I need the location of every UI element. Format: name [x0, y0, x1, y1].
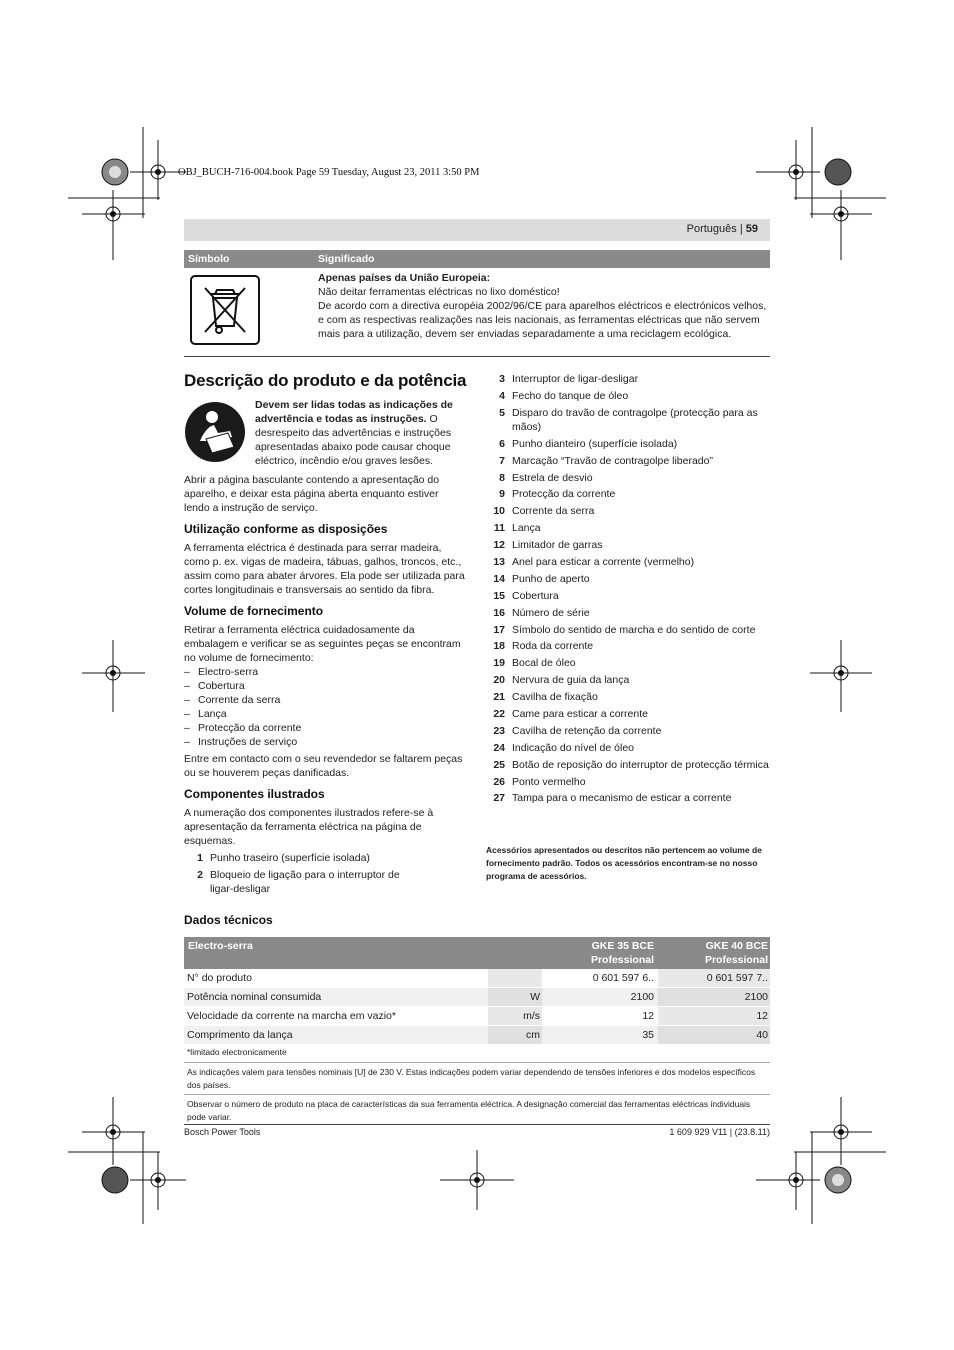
list-item: 7 Marcação “Travão de contragolpe liberado”	[499, 454, 713, 467]
warning-text	[255, 398, 467, 468]
componentes-text: A numeração dos componentes ilustrados refere-se à apresentação da ferramenta eléctrica na página de esquemas.	[184, 807, 434, 847]
componentes-title: Componentes ilustrados	[184, 787, 325, 801]
list-item: 8 Estrela de desvio	[499, 471, 593, 484]
list-item: 26 Ponto vermelho	[493, 775, 586, 788]
left-column	[184, 473, 467, 896]
wheelie-bin-crossed-icon	[189, 274, 261, 346]
symbol-line2: De acordo com a directiva européia 2002/96/CE para aparelhos eléctricos e electrónicos velhos, e com as respectivas realizações nas leis nacionais, as ferramentas eléctricas que não servem mais para a utilização, devem ser enviadas separadamente a uma reciclagem ecológica.	[318, 300, 767, 340]
tech-data-table	[184, 937, 770, 1126]
list-item: 13 Anel para esticar a corrente (vermelho)	[493, 556, 695, 569]
list-item	[486, 825, 770, 842]
read-manual-icon	[184, 401, 246, 463]
header-separator: |	[736, 223, 746, 235]
list-item: 11 Lança	[493, 522, 541, 535]
utilizacao-text: A ferramenta eléctrica é destinada para serrar madeira, como p. ex. vigas de madeira, tábuas, galhos, troncos, etc., assim como para abater árvores. Ela pode ser utilizada para cortes longitudinais e transversais ao sentido da fibra.	[184, 542, 465, 596]
symbol-meaning	[318, 271, 770, 341]
page-header	[184, 219, 770, 241]
list-item	[486, 808, 770, 825]
list-item: 24 Indicação do nível de óleo	[493, 741, 635, 754]
list-item: 22 Came para esticar a corrente	[493, 708, 648, 721]
page-number: 59	[745, 223, 758, 235]
list-item: 1 Punho traseiro (superfície isolada)	[197, 852, 370, 864]
list-item: 2 Bloqueio de ligação para o interruptor de ligar-desligar	[197, 868, 400, 895]
list-item: 23 Cavilha de retenção da corrente	[493, 724, 662, 737]
table-row: Potência nominal consumida W 2100 2100	[184, 988, 770, 1007]
list-item: 3 Interruptor de ligar-desligar	[499, 373, 639, 385]
note-1: As indicações valem para tensões nominais [U] de 230 V. Estas indicações podem variar dependendo de tensões inferiores e dos modelos específicos dos países.	[184, 1063, 770, 1095]
table-header	[184, 937, 770, 969]
intro-text: Abrir a página basculante contendo a apresentação do aparelho, e deixar esta página aberta enquanto estiver lendo a instrução de serviço.	[184, 474, 440, 514]
list-item: 17 Símbolo do sentido de marcha e do sentido de corte	[493, 623, 756, 636]
model-1-header: GKE 35 BCE Professional	[590, 940, 654, 966]
col-meaning: Significado	[318, 253, 375, 265]
list-item: 4 Fecho do tanque de óleo	[499, 389, 629, 402]
table-header-label: Electro-serra	[188, 940, 253, 952]
volume-after: Entre em contacto com o seu revendedor se faltarem peças ou se houverem peças danificadas.	[184, 753, 463, 779]
note-2: Observar o número de produto na placa de características da sua ferramenta eléctrica. A designação comercial das ferramentas eléctricas individuais pode variar.	[187, 1099, 751, 1122]
footer-left: Bosch Power Tools	[184, 1127, 261, 1137]
list-item: 9 Protecção da corrente	[499, 488, 616, 501]
list-item: 19 Bocal de óleo	[493, 657, 576, 670]
list-item: 25 Botão de reposição do interruptor de protecção térmica	[493, 758, 769, 771]
accessories-note: Acessórios apresentados ou descritos não pertencem ao volume de fornecimento padrão. Todos os acessórios encontram-se no nosso programa de acessórios.	[486, 845, 762, 882]
header-language: Português	[686, 223, 737, 235]
list-item: – Instruções de serviço	[184, 736, 298, 748]
list-item: – Electro-serra	[184, 666, 259, 678]
model-2-header: GKE 40 BCE Professional	[704, 940, 768, 966]
table-row: Velocidade da corrente na marcha em vazio* m/s 12 12	[184, 1007, 770, 1026]
footnote: *limitado electronicamente	[184, 1045, 770, 1063]
list-item: 15 Cobertura	[493, 589, 559, 602]
utilizacao-title: Utilização conforme as disposições	[184, 522, 388, 536]
volume-list	[184, 665, 467, 749]
list-item: 5 Disparo do travão de contragolpe (protecção para as mãos)	[499, 406, 758, 433]
component-list-right	[486, 372, 770, 883]
warning-bold: Devem ser lidas todas as indicações de advertência e todas as instruções.	[255, 399, 453, 425]
list-item: 6 Punho dianteiro (superfície isolada)	[499, 437, 678, 450]
dados-title: Dados técnicos	[184, 913, 273, 927]
list-item: 20 Nervura de guia da lança	[493, 674, 630, 687]
section-title: Descrição do produto e da potência	[184, 371, 467, 390]
warning-body: O desrespeito das advertências e instruções apresentadas abaixo pode causar choque eléctrico, incêndio e/ou graves lesões.	[255, 413, 452, 467]
list-item: 27 Tampa para o mecanismo de esticar a corrente	[493, 792, 732, 805]
col-symbol: Símbolo	[188, 253, 230, 265]
symbol-line1: Não deitar ferramentas eléctricas no lixo doméstico!	[318, 286, 560, 298]
list-item: 10 Corrente da serra	[493, 505, 595, 518]
volume-text: Retirar a ferramenta eléctrica cuidadosamente da embalagem e verificar se as seguintes peças se encontram no volume de fornecimento:	[184, 624, 461, 664]
volume-title: Volume de fornecimento	[184, 604, 324, 618]
divider	[184, 356, 770, 357]
list-item: 21 Cavilha de fixação	[493, 691, 598, 704]
list-item: – Lança	[184, 708, 227, 720]
list-item: 14 Punho de aperto	[493, 572, 590, 585]
table-row: N° do produto 0 601 597 6.. 0 601 597 7..	[184, 969, 770, 988]
print-header: OBJ_BUCH-716-004.book Page 59 Tuesday, August 23, 2011 3:50 PM	[178, 167, 480, 178]
footer-rule	[184, 1124, 770, 1125]
list-item: 18 Roda da corrente	[493, 640, 594, 653]
table-row: Comprimento da lança cm 35 40	[184, 1026, 770, 1045]
list-item: – Protecção da corrente	[184, 722, 302, 734]
symbol-heading: Apenas países da União Europeia:	[318, 272, 491, 284]
list-item: – Cobertura	[184, 680, 245, 692]
component-list-left	[184, 851, 467, 896]
list-item: 12 Limitador de garras	[493, 539, 603, 552]
list-item: – Corrente da serra	[184, 694, 281, 706]
list-item: 16 Número de série	[493, 606, 590, 619]
symbol-table-header	[184, 250, 770, 268]
footer-right: 1 609 929 V11 | (23.8.11)	[669, 1127, 770, 1137]
